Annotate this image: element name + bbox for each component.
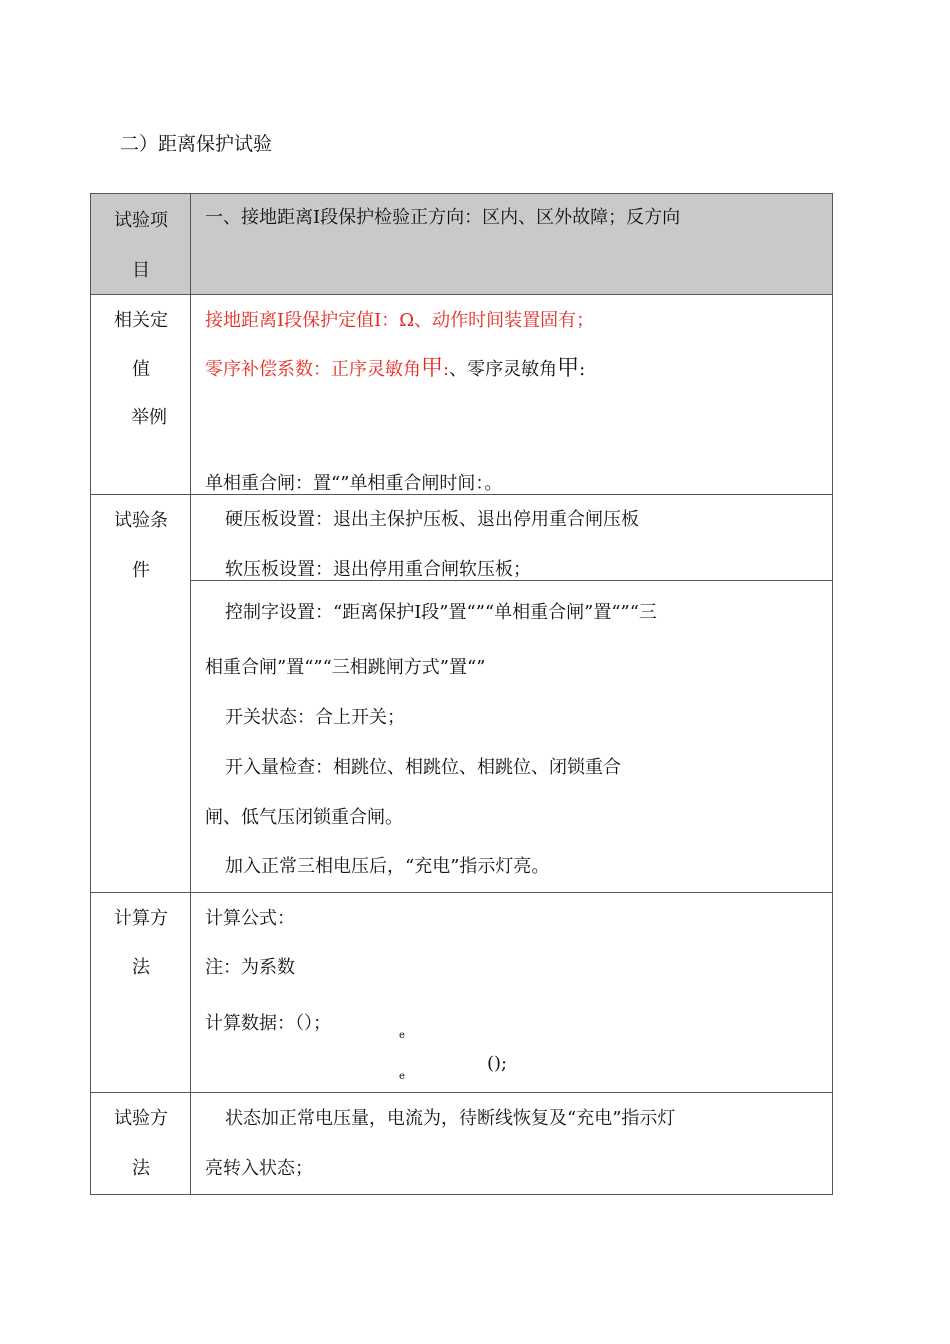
settings-label-line2: 值 — [132, 359, 150, 380]
hard-plate-setting: 硬压板设置：退出主保护压板、退出停用重合闸压板 — [225, 509, 639, 530]
input-check-line1: 开入量检查：相跳位、相跳位、相跳位、闭锁重合 — [225, 757, 621, 778]
method-line1: 状态加正常电压量，电流为，待断线恢复及“充电”指示灯 — [225, 1108, 676, 1129]
phi-glyph: 甲 — [421, 356, 444, 381]
calc-data: 计算数据：（）； — [205, 1013, 331, 1034]
subscript-e: e — [399, 1071, 405, 1082]
calc-label-line1: 计算方 — [114, 908, 168, 929]
phi-glyph: 甲 — [557, 356, 580, 381]
item-content: 一、接地距离Ⅰ段保护检验正方向：区内、区外故障；反方向 — [205, 207, 681, 228]
calc-label-line2: 法 — [132, 957, 150, 978]
conditions-label-line2: 件 — [132, 560, 150, 581]
switch-status: 开关状态：合上开关； — [225, 707, 405, 728]
control-word-line1: 控制字设置：“距离保护Ⅰ段”置“”“单相重合闸”置“”“三 — [225, 602, 657, 623]
settings-line1: 接地距离Ⅰ段保护定值Ⅰ：Ω、动作时间装置固有； — [205, 310, 595, 331]
section-heading: 二）距离保护试验 — [120, 133, 273, 155]
item-label-line2: 目 — [132, 260, 150, 281]
row-divider — [91, 1092, 832, 1093]
subscript-e: e — [399, 1030, 405, 1041]
voltage-charge-note: 加入正常三相电压后，“充电”指示灯亮。 — [225, 856, 550, 877]
settings-label-line3: 举例 — [131, 407, 167, 428]
item-label-line1: 试验项 — [114, 210, 168, 231]
test-table — [90, 193, 833, 1195]
method-line2: 亮转入状态； — [205, 1158, 313, 1179]
method-label-line2: 法 — [132, 1158, 150, 1179]
settings-line2 — [205, 357, 585, 382]
settings-line2-red: 零序补偿系数：正序灵敏角 — [205, 359, 421, 380]
settings-line2-black: 、零序灵敏角 — [449, 359, 558, 380]
settings-label-line1: 相关定 — [114, 310, 168, 331]
calc-note: 注：为系数 — [205, 957, 295, 978]
calc-formula: 计算公式： — [205, 908, 295, 929]
settings-line3: 单相重合闸：置“”单相重合闸时间：。 — [205, 473, 503, 494]
label-column — [91, 194, 191, 1194]
input-check-line2: 闸、低气压闭锁重合闸。 — [205, 807, 403, 828]
row-divider — [91, 892, 832, 893]
calc-paren: (); — [487, 1053, 508, 1074]
conditions-label-line1: 试验条 — [114, 510, 168, 531]
control-word-line2: 相重合闸”置“”“三相跳闸方式”置“” — [205, 657, 486, 678]
soft-plate-setting: 软压板设置：退出停用重合闸软压板； — [225, 559, 531, 580]
row-divider — [91, 294, 832, 295]
settings-line2-black-tail: : — [579, 359, 586, 380]
method-label-line1: 试验方 — [114, 1108, 168, 1129]
settings-line2-red-tail: : — [443, 359, 450, 380]
